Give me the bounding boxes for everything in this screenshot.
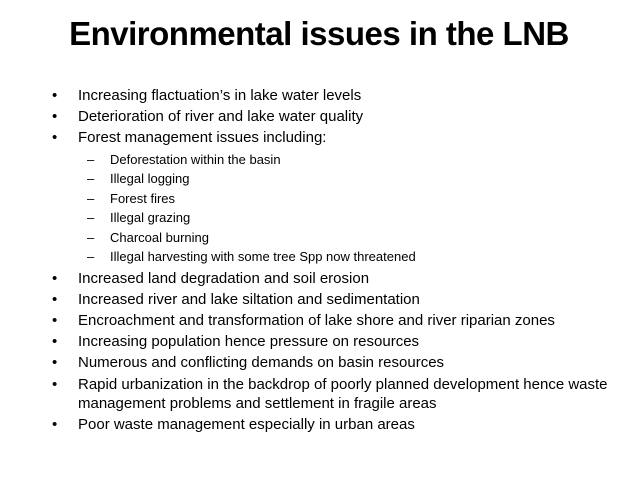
- bullet-text: Deterioration of river and lake water quality: [78, 108, 364, 126]
- bullet-marker: •: [52, 129, 58, 147]
- bullet-text: Increasing flactuation’s in lake water levels: [78, 87, 362, 104]
- bullet-marker: •: [52, 311, 58, 329]
- sub-bullet-text: Charcoal burning: [110, 229, 210, 245]
- bullet-text: Encroachment and transformation of lake shore and river riparian zones: [78, 311, 555, 329]
- sub-bullet-item: [52, 169, 622, 189]
- bullet-marker: •: [52, 415, 58, 433]
- dash-marker: –: [87, 190, 95, 206]
- bullet-text: Numerous and conflicting demands on basin resources: [78, 354, 445, 372]
- bullet-item: [52, 128, 622, 147]
- dash-marker: –: [87, 229, 95, 245]
- bullet-marker: •: [52, 354, 58, 372]
- bullet-text: Increasing population hence pressure on resources: [78, 333, 420, 351]
- bullet-marker: •: [52, 375, 58, 393]
- bullet-item: [52, 269, 622, 288]
- bullet-item: [52, 290, 622, 309]
- dash-marker: –: [87, 249, 95, 265]
- bullet-text: Forest management issues including:: [78, 129, 327, 147]
- bullet-marker: •: [52, 108, 58, 126]
- sub-list-container: [52, 150, 622, 267]
- sub-bullet-item: [52, 228, 622, 248]
- sub-bullet-text: Illegal grazing: [110, 210, 191, 226]
- bullet-marker: •: [52, 269, 58, 287]
- sub-bullet-text: Forest fires: [110, 190, 176, 206]
- bullet-marker: •: [52, 87, 58, 104]
- sub-bullet-item: [52, 150, 622, 170]
- sub-bullet-text: Illegal harvesting with some tree Spp now threatened: [110, 249, 416, 265]
- sub-bullet-text: Illegal logging: [110, 171, 190, 187]
- sub-bullet-item: [52, 189, 622, 209]
- dash-marker: –: [87, 171, 95, 187]
- sub-bullet-item: [52, 208, 622, 228]
- bullet-text: Poor waste management especially in urban areas: [78, 415, 415, 433]
- sub-bullet-item: [52, 247, 622, 267]
- slide-title: Environmental issues in the LNB: [69, 15, 569, 52]
- bullet-marker: •: [52, 333, 58, 351]
- bullet-marker: •: [52, 290, 58, 308]
- bullet-item: [52, 375, 622, 413]
- bullet-item: [52, 311, 622, 330]
- dash-marker: –: [87, 151, 95, 167]
- sub-bullet-text: Deforestation within the basin: [110, 151, 281, 167]
- bullet-item: [52, 86, 622, 105]
- bullet-text: Increased land degradation and soil erosion: [78, 269, 370, 287]
- sub-list: [52, 150, 622, 267]
- bullet-text: Increased river and lake siltation and sedimentation: [78, 290, 420, 308]
- bullet-item: [52, 415, 622, 434]
- bullet-item: [52, 332, 622, 351]
- bullet-item: [52, 353, 622, 372]
- bullet-list: [52, 86, 622, 436]
- bullet-item: [52, 107, 622, 126]
- bullet-text: Rapid urbanization in the backdrop of poorly planned development hence waste management problems and settlement in fragile areas: [78, 375, 608, 412]
- dash-marker: –: [87, 210, 95, 226]
